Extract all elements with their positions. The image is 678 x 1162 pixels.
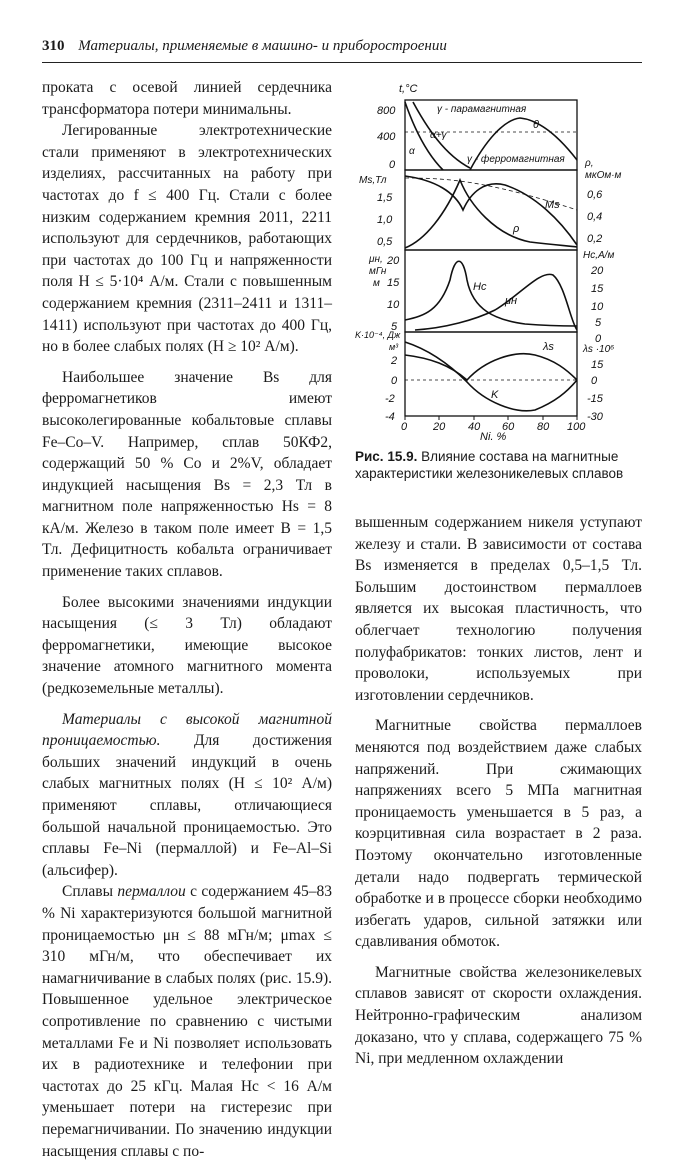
panel1-tick-0: 0 [389,159,396,171]
left-paragraph-6 [42,881,332,1162]
panel4-tick-right-0: 0 [591,375,598,387]
figure-15-9 [355,80,645,440]
page-number: 310 [42,38,65,54]
left-paragraph-2: Легированные электротехнические стали применяют в электротехнических изделиях, рассчитанных на работу при частотах до f ≤ 400 Гц. Стали с более низким содержанием кремния 2011, 2211 используют для сердечников, работающих при частотах до 100 Гц и напряженности поля H ≤ 5·10⁴ А/м. Стали с повышенным содержанием кремния (2311–2411 и 1311–1411) используют при частотах до 400 Гц, но в более слабых полях (H ≥ 10² А/м). [42,122,332,356]
x-tick-40: 40 [468,421,481,433]
right-paragraph-2: Магнитные свойства пермаллоев меняются под воздействием даже слабых напряжений. При сжимающих напряжениях всего 5 МПа магнитная проницаемость уменьшается в 5 раз, а коэрцитивная сила возрастает в 2 раза. Поэтому окончательно изготовленные детали надо подвергать термической обработке и в процессе сборки необходимо избегать ударов, сильной затяжки или сдавливания обмоток. [355,717,642,951]
label-theta: θ [533,119,539,131]
panel3-tick-right-15: 15 [591,283,604,295]
panel2-tick-1-5: 1,5 [377,192,393,204]
x-axis-label: Ni, % [480,431,507,440]
panel4-tick-minus-4: -4 [385,411,395,423]
section-heading-high-permeability: Материалы с высокой магнитной проницаемостью. [42,710,332,750]
panel4-ylabel-right: λs ·10⁶ [583,344,615,355]
left-paragraph-4: Более высокими значениями индукции насыщения (≤ 3 Тл) обладают ферромагнетики, имеющие высокое значение атомного магнитного момента (редкоземельные металлы). [42,593,332,698]
header-rule [42,62,642,63]
panel2-tick-right-0-2: 0,2 [587,233,603,245]
panel3-tick-5: 5 [391,321,398,333]
label-hc: Hc [473,281,487,293]
x-tick-60: 60 [502,421,515,433]
x-tick-100: 100 [567,421,586,433]
caption-text: Влияние состава на магнитные характеристики железоникелевых сплавов [355,449,624,481]
right-paragraph-1: вышенным содержанием никеля уступают железу и стали. В зависимости от состава Bs изменяется в пределах 0,5–1,5 Тл. Большим достоинством пермаллоев является их высокая пластичность, что облегчает технологию получения полуфабрикатов: тонких листов, лент и проволоки, используемых при изготовлении сердечников. [355,514,642,704]
left-paragraph-5 [42,709,332,882]
running-header [42,38,642,55]
label-alpha: α [409,146,415,157]
figure-caption [355,448,640,482]
panel3-tick-15: 15 [387,277,400,289]
right-column [355,512,642,1070]
panel1-ylabel: t,°C [399,83,418,95]
x-tick-20: 20 [433,421,446,433]
panel2-ylabel-right-1: ρ, [585,158,594,169]
label-k: K [491,389,499,401]
panel3-tick-right-5: 5 [595,317,602,329]
label-alpha-gamma: α+γ [430,130,447,141]
left-paragraph-1: проката с осевой линией сердечника трансформатора потери минимальны. [42,79,332,118]
panel4-ylabel-left-1: K·10⁻⁴, Дж [355,330,401,340]
left-paragraph-5-body: Для достижения больших значений индукций в очень слабых магнитных полях (H ≤ 10² А/м) применяют сплавы, отличающиеся большой начальной проницаемостью. Это сплавы Fe–Ni (пермаллой) и Fe–Al–Si (альсифер). [42,732,332,879]
panel4-tick-right-minus-30: -30 [587,411,603,423]
panel3-tick-right-0: 0 [595,333,602,345]
panel-3-frame [405,250,577,332]
label-mu-n: μн [505,295,518,307]
panel3-ylabel-left-3: м [373,278,380,289]
panel3-ylabel-left-2: мГн [369,266,387,277]
label-rho: ρ [513,223,520,235]
panel1-tick-800: 800 [377,105,396,117]
figure-chart [355,80,645,440]
panel4-tick-minus-2: -2 [385,393,395,405]
label-lambda-s: λs [543,341,554,353]
panel1-tick-400: 400 [377,131,396,143]
left-paragraph-3: Наибольшее значение Bs для ферромагнетиков имеют высоколегированные кобальтовые сплавы Fe–Co–V. Например, сплав 50КФ2, содержащий 50 % Co и 2%V, обладает индукцией насыщения Bs = 2,3 Тл в магнитном поле напряженностью Hs = 8 кА/м. Железо в таком поле имеет B = 1,5 Тл. Дефицитность кобальта ограничивает применение таких сплавов. [42,368,332,581]
right-paragraph-3: Магнитные свойства железоникелевых сплавов зависят от скорости охлаждения. Нейтронно-графическим анализом доказано, что у сплава, содержащего 75 % Ni, при медленном охлаждении [355,963,642,1068]
panel2-ylabel-left: Ms,Тл [359,175,387,186]
panel4-tick-right-minus-15: -15 [587,393,603,405]
panel3-ylabel-right: Hc,А/м [583,250,615,261]
x-tick-80: 80 [537,421,550,433]
left-paragraph-6-body: с содержанием 45–83 % Ni характеризуются большой магнитной проницаемостью μн ≤ 88 мГн/м; μmax ≤ 310 мГн/м, что обеспечивает их намагничивание в слабых полях (рис. 15.9). Повышенное удельное электрическое сопротивление по сравнению с чистыми металлами Fe и Ni позволяет использовать их в радиотехнике и телефонии при частотах до 25 кГц. Малая Hc < 16 А/м уменьшает потери на гистерезис при перемагничивании. По значению индукции насыщения сплавы с по- [42,883,333,1160]
lambda-s-curve [405,354,577,380]
label-gamma-paramagnetic: γ - парамагнитная [437,104,527,115]
label-gamma-ferromagnetic: γ - ферромагнитная [467,154,565,165]
panel2-tick-right-0-4: 0,4 [587,211,603,223]
panel4-tick-2: 2 [391,355,398,367]
hc-curve [405,261,577,326]
panel3-tick-20: 20 [387,255,400,267]
panel4-ylabel-left-2: м³ [389,342,399,352]
panel3-tick-right-10: 10 [591,301,604,313]
panel2-tick-1-0: 1,0 [377,214,393,226]
panel4-tick-0: 0 [391,375,398,387]
panel2-tick-0-5: 0,5 [377,236,393,248]
x-tick-0: 0 [401,421,408,433]
label-ms: Ms [545,199,560,211]
caption-label: Рис. 15.9. [355,449,418,464]
panel2-ylabel-right-2: мкОм·м [585,170,622,181]
panel3-tick-right-20: 20 [591,265,604,277]
running-title: Материалы, применяемые в машино- и приборостроении [78,38,447,54]
left-paragraph-6-start: Сплавы [62,883,118,901]
left-column [42,77,332,1162]
panel3-ylabel-left-1: μн, [369,254,383,265]
panel4-tick-right-15: 15 [591,359,604,371]
panel3-tick-10: 10 [387,299,400,311]
term-permalloy: пермаллои [117,883,186,901]
panel2-tick-right-0-6: 0,6 [587,189,603,201]
